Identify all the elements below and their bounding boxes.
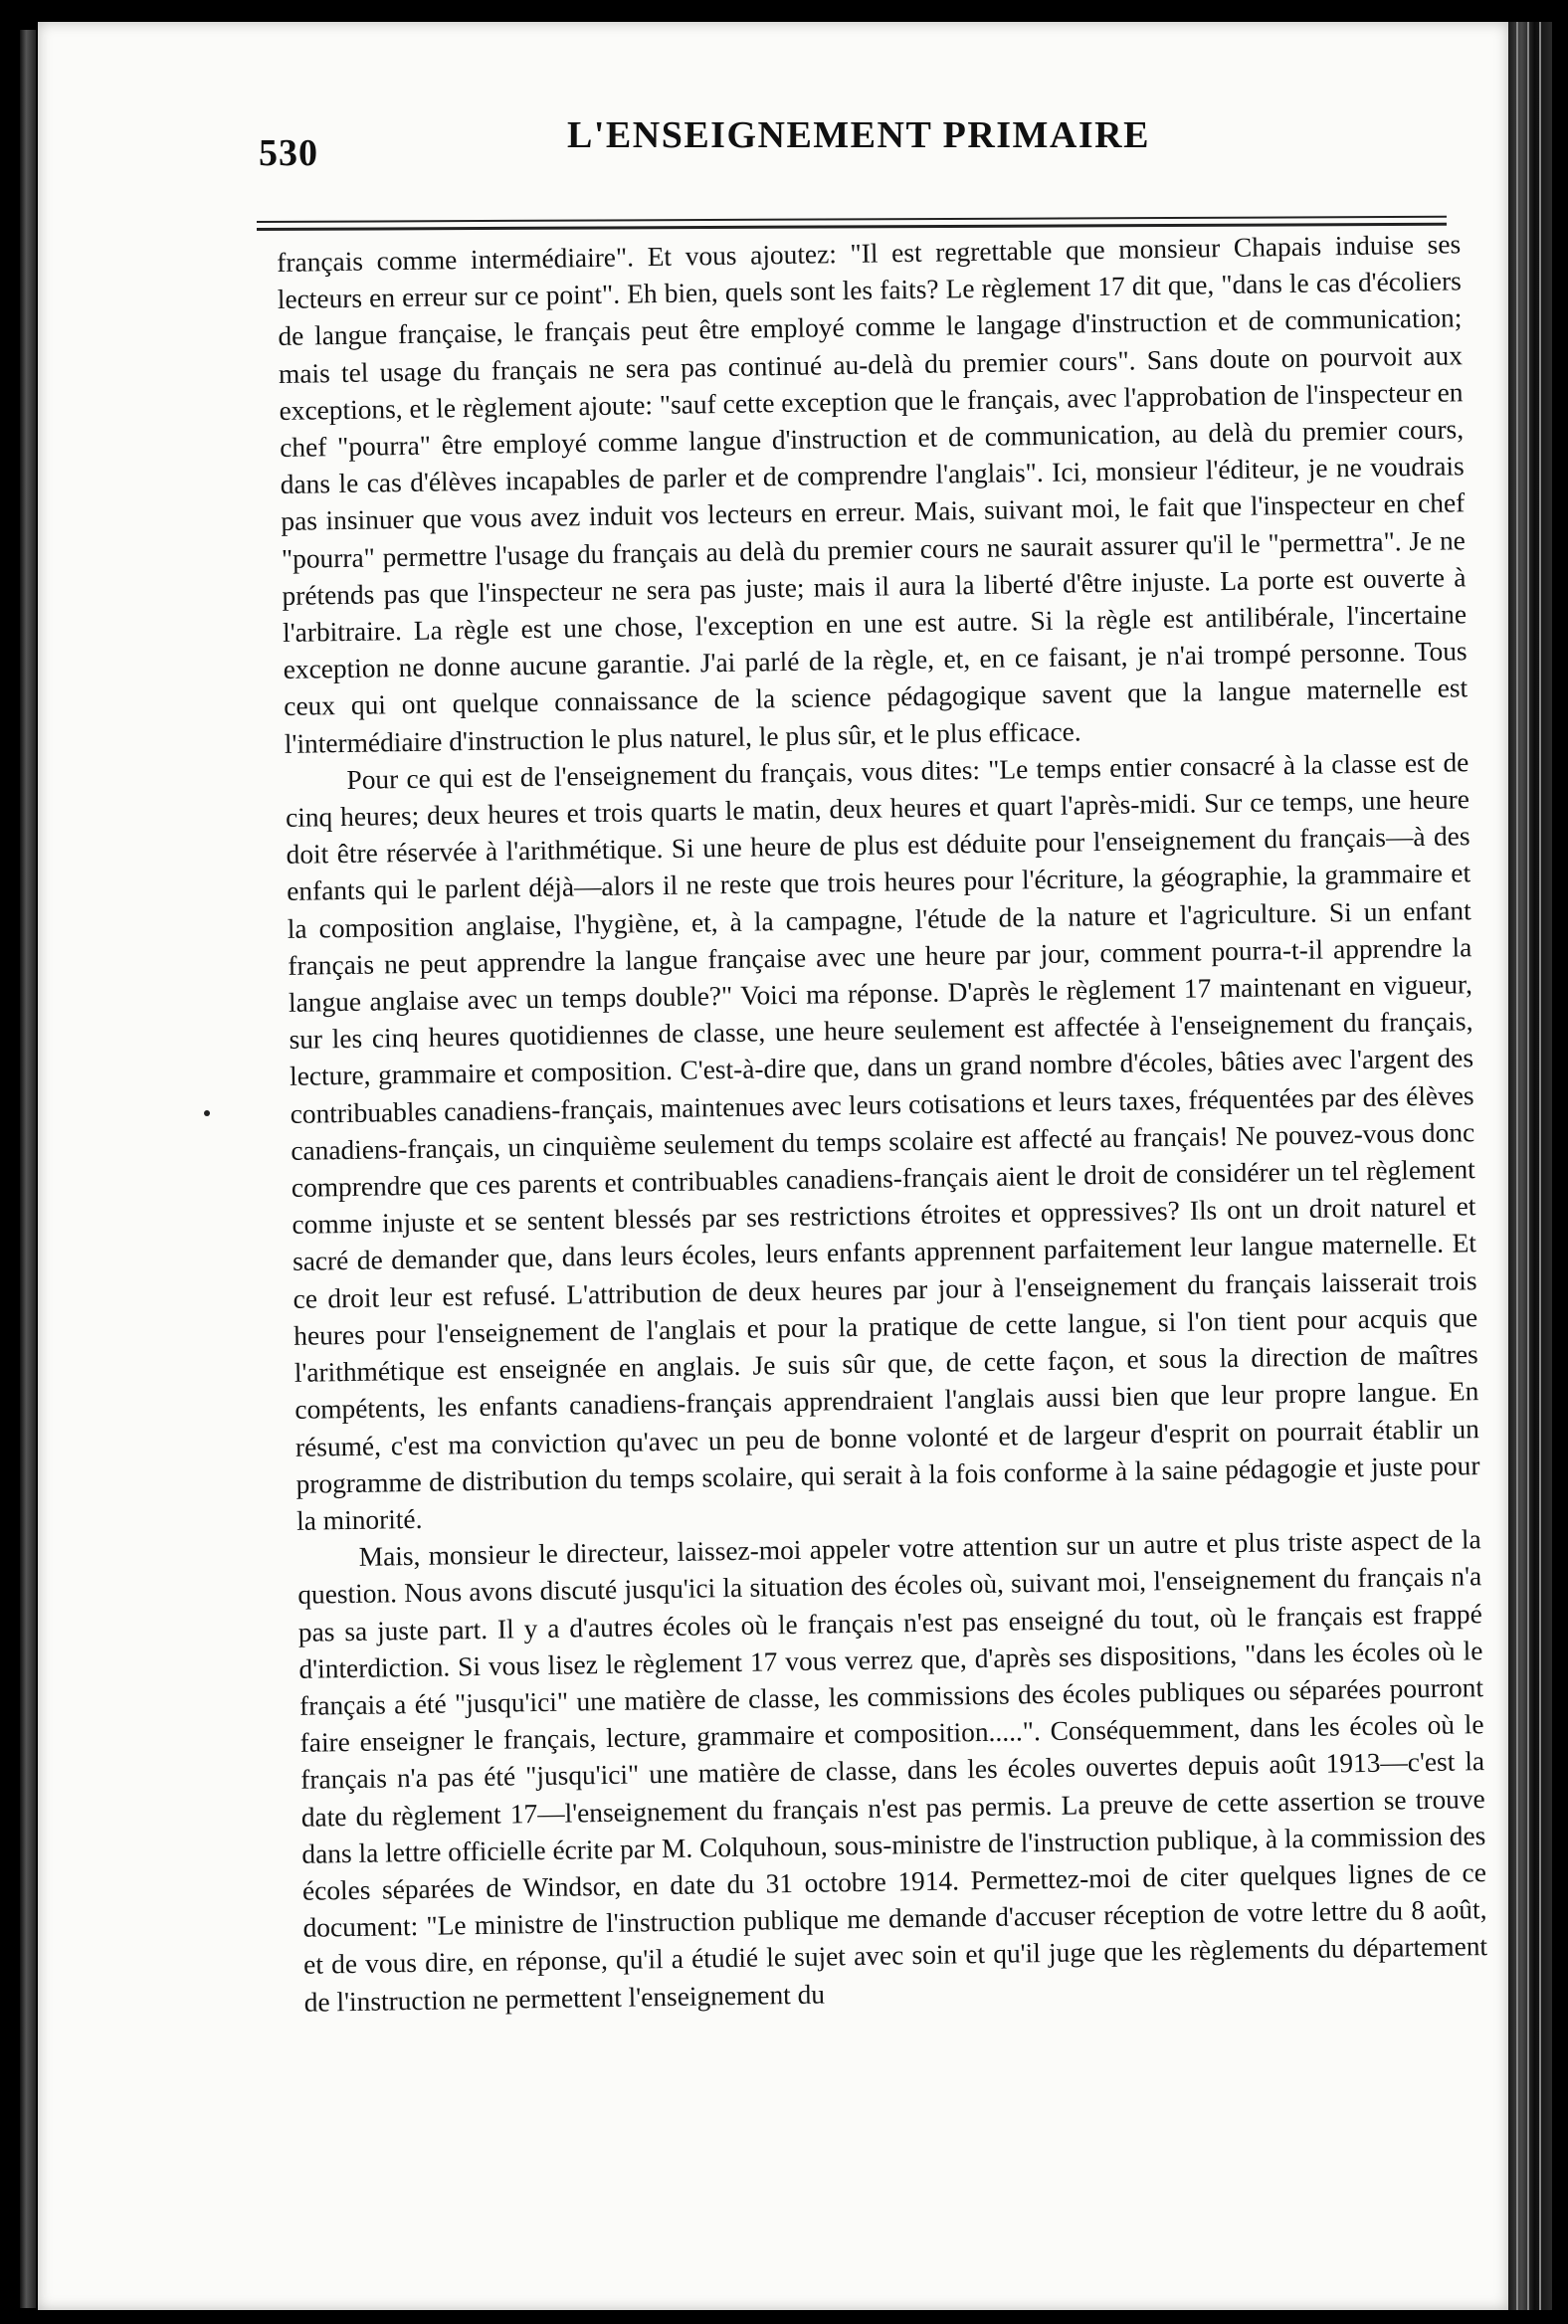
page-edge xyxy=(1508,22,1552,2310)
ink-speck xyxy=(204,1110,210,1116)
running-title: L'ENSEIGNEMENT PRIMAIRE xyxy=(567,114,1150,156)
paragraph: Mais, monsieur le directeur, laissez-moi appeler votre attention sur un autre et plus triste aspect de la question. Nous avons discuté jusqu'ici la situation des écoles où, suivant moi, l'enseignement du français n'a pas sa juste part. Il y a d'autres écoles où le français n'est pas enseigné du tout, où le français est frappé d'interdiction. Si vous lisez le règlement 17 vous verrez que, d'après ses dispositions, "dans les écoles où le français a été "jusqu'ici" une matière de classe, les commissions des écoles publiques ou séparées pourront faire enseigner le français, lecture, grammaire et composition.....". Conséquemment, dans les écoles où le français n'a pas été "jusqu'ici" une matière de classe, dans les écoles ouvertes depuis août 1913—c'est la date du règlement 17—l'enseignement du français n'est pas permis. La preuve de cette assertion se trouve dans la lettre officielle écrite par M. Colquhoun, sous-ministre de l'instruction publique, à la commission des écoles séparées de Windsor, en date du 31 octobre 1914. Permettez-moi de citer quelques lignes de ce document: "Le ministre de l'instruction publique me demande d'accuser réception de votre lettre du 8 août, et de vous dire, en réponse, qu'il a étudié le sujet avec soin et qu'il juge que les règlements du département de l'instruction ne permettent l'enseignement du xyxy=(297,1524,1488,2018)
binding-shadow xyxy=(20,30,36,2308)
paragraph: Pour ce qui est de l'enseignement du français, vous dites: "Le temps entier consacré à la classe est de cinq heures; deux heures et trois quarts le matin, deux heures et quart l'après-midi. Sur ce temps, une heure doit être réservée à l'arithmétique. Si une heure de plus est déduite pour l'enseignement du français—à des enfants qui le parlent déjà—alors il ne reste que trois heures pour l'écriture, la géographie, la grammaire et la composition anglaise, l'hygiène, et, à la campagne, l'étude de la nature et l'agriculture. Si un enfant français ne peut apprendre la langue française avec une heure par jour, comment pourra-t-il apprendre la langue anglaise avec un temps double?" Voici ma réponse. D'après le règlement 17 maintenant en vigueur, sur les cinq heures quotidiennes de classe, une heure seulement est affectée à l'enseignement du français, lecture, grammaire et composition. C'est-à-dire que, dans un grand nombre d'écoles, bâties avec l'argent des contribuables canadiens-français, maintenues avec leurs cotisations et leurs taxes, fréquentées par des élèves canadiens-français, un cinquième seulement du temps scolaire est affecté au français! Ne pouvez-vous donc comprendre que ces parents et contribuables canadiens-français aient le droit de considérer un tel règlement comme injuste et se sentent blessés par ses restrictions étroites et oppressives? Ils ont un droit naturel et sacré de demander que, dans leurs écoles, leurs enfants apprennent parfaitement leur langue maternelle. Et ce droit leur est refusé. L'attribution de deux heures par jour à l'enseignement du français laisserait trois heures pour l'enseignement de l'anglais et pour la pratique de cette langue, si l'on tient pour acquis que l'arithmétique est enseignée en anglais. Je suis sûr que, de cette façon, et sous la direction de maîtres compétents, les enfants canadiens-français apprendraient l'anglais aussi bien que leur propre langue. En résumé, c'est ma conviction qu'avec un peu de bonne volonté et de largeur d'esprit on pourrait établir un programme de distribution du temps scolaire, qui serait à la fois conforme à la saine pédagogie et juste pour la minorité. xyxy=(285,747,1480,1536)
body-text xyxy=(277,226,1489,2064)
page-number: 530 xyxy=(259,132,318,174)
paragraph: français comme intermédiaire". Et vous ajoutez: "Il est regrettable que monsieur Chapais induise ses lecteurs en erreur sur ce point". Eh bien, quels sont les faits? Le règlement 17 dit que, "dans le cas d'écoliers de langue française, le français peut être employé comme le langage d'instruction et de communication; mais tel usage du français ne sera pas continué au-delà du premier cours". Sans doute on pourvoit aux exceptions, et le règlement ajoute: "sauf cette exception que le français, avec l'approbation de l'inspecteur en chef "pourra" être employé comme langue d'instruction et de communication, au delà du premier cours, dans le cas d'élèves incapables de parler et de comprendre l'anglais". Ici, monsieur l'éditeur, je ne voudrais pas insinuer que vous avez induit vos lecteurs en erreur. Mais, suivant moi, le fait que l'inspecteur en chef "pourra" permettre l'usage du français au delà du premier cours ne saurait assurer qu'il le "permettra". Je ne prétends pas que l'inspecteur ne sera pas juste; mais il aura la liberté d'être injuste. La porte est ouverte à l'arbitraire. La règle est une chose, l'exception en une est autre. Si la règle est antilibérale, l'incertaine exception ne donne aucune garantie. J'ai parlé de la règle, et, en ce faisant, je n'ai trompé personne. Tous ceux qui ont quelque connaissance de la science pédagogique savent que la langue maternelle est l'intermédiaire d'instruction le plus naturel, le plus sûr, et le plus efficace. xyxy=(277,229,1469,759)
page-header xyxy=(221,96,1447,175)
